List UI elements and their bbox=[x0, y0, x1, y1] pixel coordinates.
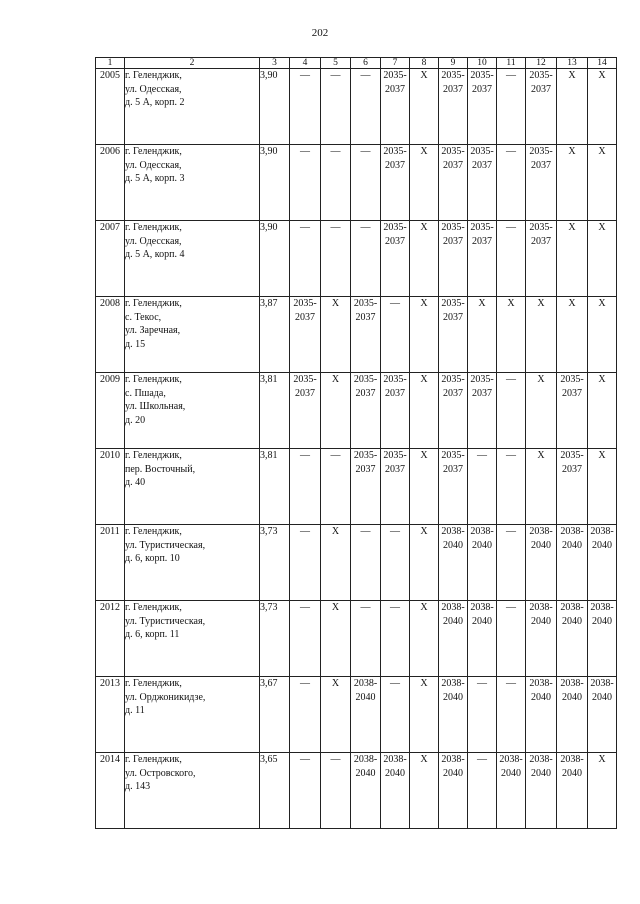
column-13-cell: 2038- 2040 bbox=[557, 525, 588, 601]
address-line: д. 143 bbox=[125, 781, 151, 792]
column-10-cell: 2038- 2040 bbox=[468, 525, 497, 601]
area-value: 3,87 bbox=[260, 297, 290, 373]
column-11-cell: — bbox=[497, 145, 526, 221]
column-7-cell: — bbox=[381, 601, 410, 677]
column-6-cell: 2038- 2040 bbox=[351, 753, 381, 829]
column-7-cell: — bbox=[381, 525, 410, 601]
column-4-cell: — bbox=[290, 753, 321, 829]
address-cell bbox=[125, 677, 260, 753]
column-header: 12 bbox=[526, 58, 557, 69]
column-8-cell: X bbox=[410, 297, 439, 373]
column-10-cell: 2035- 2037 bbox=[468, 69, 497, 145]
column-4-cell: 2035- 2037 bbox=[290, 373, 321, 449]
column-4-cell: 2035- 2037 bbox=[290, 297, 321, 373]
column-8-cell: X bbox=[410, 449, 439, 525]
column-header: 1 bbox=[96, 58, 125, 69]
column-12-cell: 2035- 2037 bbox=[526, 69, 557, 145]
column-5-cell: — bbox=[321, 69, 351, 145]
column-6-cell: 2038- 2040 bbox=[351, 677, 381, 753]
column-14-cell: 2038- 2040 bbox=[588, 677, 617, 753]
address-line: г. Геленджик, bbox=[125, 374, 182, 385]
address-cell bbox=[125, 221, 260, 297]
address-line: с. Текос, bbox=[125, 311, 162, 323]
address-line: ул. Школьная, bbox=[125, 401, 186, 412]
column-6-cell: 2035- 2037 bbox=[351, 297, 381, 373]
column-12-cell: 2038- 2040 bbox=[526, 601, 557, 677]
column-11-cell: — bbox=[497, 525, 526, 601]
column-5-cell: — bbox=[321, 221, 351, 297]
row-number: 2005 bbox=[96, 69, 125, 145]
column-14-cell: 2038- 2040 bbox=[588, 601, 617, 677]
row-number: 2006 bbox=[96, 145, 125, 221]
column-6-cell: 2035- 2037 bbox=[351, 449, 381, 525]
area-value: 3,90 bbox=[260, 69, 290, 145]
table-row bbox=[96, 221, 617, 297]
area-value: 3,90 bbox=[260, 221, 290, 297]
column-7-cell: — bbox=[381, 297, 410, 373]
address-line: д. 5 А, корп. 2 bbox=[125, 97, 185, 108]
column-11-cell: — bbox=[497, 221, 526, 297]
column-9-cell: 2035- 2037 bbox=[439, 145, 468, 221]
column-12-cell: 2035- 2037 bbox=[526, 221, 557, 297]
header-row bbox=[96, 58, 617, 69]
column-14-cell: X bbox=[588, 69, 617, 145]
column-5-cell: X bbox=[321, 677, 351, 753]
column-7-cell: 2035- 2037 bbox=[381, 221, 410, 297]
column-4-cell: — bbox=[290, 449, 321, 525]
table-row bbox=[96, 145, 617, 221]
column-12-cell: X bbox=[526, 373, 557, 449]
address-line: д. 6, корп. 10 bbox=[125, 553, 180, 564]
column-11-cell: X bbox=[497, 297, 526, 373]
address-line: г. Геленджик, bbox=[125, 450, 182, 461]
column-13-cell: X bbox=[557, 221, 588, 297]
table-row bbox=[96, 677, 617, 753]
column-12-cell: 2038- 2040 bbox=[526, 753, 557, 829]
address-cell bbox=[125, 145, 260, 221]
column-10-cell: — bbox=[468, 449, 497, 525]
column-4-cell: — bbox=[290, 677, 321, 753]
column-12-cell: X bbox=[526, 297, 557, 373]
row-number: 2014 bbox=[96, 753, 125, 829]
column-6-cell: — bbox=[351, 601, 381, 677]
column-6-cell: — bbox=[351, 69, 381, 145]
column-7-cell: 2035- 2037 bbox=[381, 145, 410, 221]
area-value: 3,90 bbox=[260, 145, 290, 221]
address-line: ул. Туристическая, bbox=[125, 539, 206, 551]
column-12-cell: 2038- 2040 bbox=[526, 677, 557, 753]
column-4-cell: — bbox=[290, 145, 321, 221]
column-9-cell: 2038- 2040 bbox=[439, 525, 468, 601]
address-line: ул. Заречная, bbox=[125, 325, 181, 336]
column-13-cell: X bbox=[557, 145, 588, 221]
column-13-cell: 2038- 2040 bbox=[557, 753, 588, 829]
column-5-cell: — bbox=[321, 753, 351, 829]
address-line: г. Геленджик, bbox=[125, 526, 182, 537]
column-14-cell: X bbox=[588, 373, 617, 449]
column-7-cell: 2035- 2037 bbox=[381, 69, 410, 145]
column-9-cell: 2035- 2037 bbox=[439, 221, 468, 297]
area-value: 3,65 bbox=[260, 753, 290, 829]
address-line: д. 5 А, корп. 3 bbox=[125, 173, 185, 184]
column-11-cell: 2038- 2040 bbox=[497, 753, 526, 829]
column-9-cell: 2035- 2037 bbox=[439, 373, 468, 449]
address-line: ул. Одесская, bbox=[125, 83, 182, 95]
column-12-cell: 2035- 2037 bbox=[526, 145, 557, 221]
column-header: 3 bbox=[260, 58, 290, 69]
column-4-cell: — bbox=[290, 221, 321, 297]
column-4-cell: — bbox=[290, 69, 321, 145]
column-6-cell: — bbox=[351, 221, 381, 297]
row-number: 2013 bbox=[96, 677, 125, 753]
address-line: г. Геленджик, bbox=[125, 298, 182, 309]
column-14-cell: X bbox=[588, 753, 617, 829]
row-number: 2008 bbox=[96, 297, 125, 373]
table-header bbox=[96, 58, 617, 69]
address-line: ул. Одесская, bbox=[125, 235, 182, 247]
column-13-cell: 2038- 2040 bbox=[557, 601, 588, 677]
column-10-cell: — bbox=[468, 753, 497, 829]
row-number: 2011 bbox=[96, 525, 125, 601]
area-value: 3,73 bbox=[260, 525, 290, 601]
address-cell bbox=[125, 449, 260, 525]
column-5-cell: X bbox=[321, 373, 351, 449]
column-11-cell: — bbox=[497, 677, 526, 753]
column-5-cell: X bbox=[321, 601, 351, 677]
column-14-cell: X bbox=[588, 221, 617, 297]
row-number: 2012 bbox=[96, 601, 125, 677]
column-11-cell: — bbox=[497, 373, 526, 449]
column-header: 6 bbox=[351, 58, 381, 69]
column-7-cell: 2035- 2037 bbox=[381, 449, 410, 525]
column-5-cell: — bbox=[321, 449, 351, 525]
column-10-cell: 2035- 2037 bbox=[468, 373, 497, 449]
column-9-cell: 2038- 2040 bbox=[439, 601, 468, 677]
address-line: ул. Одесская, bbox=[125, 159, 182, 171]
housing-register-table bbox=[95, 57, 617, 829]
column-10-cell: 2038- 2040 bbox=[468, 601, 497, 677]
column-8-cell: X bbox=[410, 601, 439, 677]
column-8-cell: X bbox=[410, 145, 439, 221]
column-7-cell: — bbox=[381, 677, 410, 753]
address-line: ул. Орджоникидзе, bbox=[125, 691, 206, 703]
table-row bbox=[96, 601, 617, 677]
column-9-cell: 2038- 2040 bbox=[439, 753, 468, 829]
address-line: г. Геленджик, bbox=[125, 678, 182, 689]
column-7-cell: 2038- 2040 bbox=[381, 753, 410, 829]
column-8-cell: X bbox=[410, 221, 439, 297]
column-12-cell: 2038- 2040 bbox=[526, 525, 557, 601]
column-header: 2 bbox=[125, 58, 260, 69]
column-14-cell: 2038- 2040 bbox=[588, 525, 617, 601]
column-6-cell: — bbox=[351, 145, 381, 221]
address-line: г. Геленджик, bbox=[125, 222, 182, 233]
column-8-cell: X bbox=[410, 525, 439, 601]
table-row bbox=[96, 69, 617, 145]
column-10-cell: 2035- 2037 bbox=[468, 145, 497, 221]
column-header: 8 bbox=[410, 58, 439, 69]
column-14-cell: X bbox=[588, 145, 617, 221]
column-13-cell: X bbox=[557, 297, 588, 373]
area-value: 3,73 bbox=[260, 601, 290, 677]
address-line: д. 6, корп. 11 bbox=[125, 629, 180, 640]
column-10-cell: X bbox=[468, 297, 497, 373]
column-5-cell: X bbox=[321, 297, 351, 373]
address-line: ул. Туристическая, bbox=[125, 615, 206, 627]
column-8-cell: X bbox=[410, 753, 439, 829]
column-7-cell: 2035- 2037 bbox=[381, 373, 410, 449]
column-13-cell: 2035- 2037 bbox=[557, 449, 588, 525]
column-9-cell: 2035- 2037 bbox=[439, 297, 468, 373]
column-header: 4 bbox=[290, 58, 321, 69]
address-cell bbox=[125, 601, 260, 677]
column-14-cell: X bbox=[588, 449, 617, 525]
row-number: 2009 bbox=[96, 373, 125, 449]
address-line: г. Геленджик, bbox=[125, 602, 182, 613]
column-9-cell: 2035- 2037 bbox=[439, 449, 468, 525]
column-9-cell: 2035- 2037 bbox=[439, 69, 468, 145]
address-line: д. 40 bbox=[125, 477, 146, 488]
column-8-cell: X bbox=[410, 677, 439, 753]
column-8-cell: X bbox=[410, 69, 439, 145]
address-cell bbox=[125, 525, 260, 601]
table-row bbox=[96, 525, 617, 601]
column-11-cell: — bbox=[497, 69, 526, 145]
column-header: 9 bbox=[439, 58, 468, 69]
column-6-cell: 2035- 2037 bbox=[351, 373, 381, 449]
address-cell bbox=[125, 297, 260, 373]
column-6-cell: — bbox=[351, 525, 381, 601]
column-12-cell: X bbox=[526, 449, 557, 525]
column-4-cell: — bbox=[290, 525, 321, 601]
address-cell bbox=[125, 373, 260, 449]
column-8-cell: X bbox=[410, 373, 439, 449]
column-9-cell: 2038- 2040 bbox=[439, 677, 468, 753]
column-header: 13 bbox=[557, 58, 588, 69]
column-header: 7 bbox=[381, 58, 410, 69]
column-13-cell: X bbox=[557, 69, 588, 145]
address-cell bbox=[125, 69, 260, 145]
address-cell bbox=[125, 753, 260, 829]
address-line: д. 15 bbox=[125, 338, 146, 350]
address-line: с. Пшада, bbox=[125, 387, 166, 399]
address-line: д. 11 bbox=[125, 705, 145, 716]
table-row bbox=[96, 753, 617, 829]
column-13-cell: 2038- 2040 bbox=[557, 677, 588, 753]
address-line: г. Геленджик, bbox=[125, 70, 182, 81]
row-number: 2007 bbox=[96, 221, 125, 297]
area-value: 3,81 bbox=[260, 449, 290, 525]
column-11-cell: — bbox=[497, 601, 526, 677]
column-5-cell: X bbox=[321, 525, 351, 601]
table-row bbox=[96, 297, 617, 373]
column-header: 11 bbox=[497, 58, 526, 69]
table-body bbox=[96, 69, 617, 829]
table-row bbox=[96, 373, 617, 449]
row-number: 2010 bbox=[96, 449, 125, 525]
column-10-cell: 2035- 2037 bbox=[468, 221, 497, 297]
address-line: ул. Островского, bbox=[125, 767, 196, 779]
table-row bbox=[96, 449, 617, 525]
column-10-cell: — bbox=[468, 677, 497, 753]
address-line: д. 5 А, корп. 4 bbox=[125, 249, 185, 260]
column-5-cell: — bbox=[321, 145, 351, 221]
column-header: 10 bbox=[468, 58, 497, 69]
column-header: 14 bbox=[588, 58, 617, 69]
address-line: г. Геленджик, bbox=[125, 146, 182, 157]
column-4-cell: — bbox=[290, 601, 321, 677]
page-number: 202 bbox=[311, 27, 329, 39]
column-11-cell: — bbox=[497, 449, 526, 525]
column-14-cell: X bbox=[588, 297, 617, 373]
address-line: д. 20 bbox=[125, 414, 146, 426]
area-value: 3,81 bbox=[260, 373, 290, 449]
area-value: 3,67 bbox=[260, 677, 290, 753]
address-line: пер. Восточный, bbox=[125, 463, 196, 475]
address-line: г. Геленджик, bbox=[125, 754, 182, 765]
column-13-cell: 2035- 2037 bbox=[557, 373, 588, 449]
column-header: 5 bbox=[321, 58, 351, 69]
